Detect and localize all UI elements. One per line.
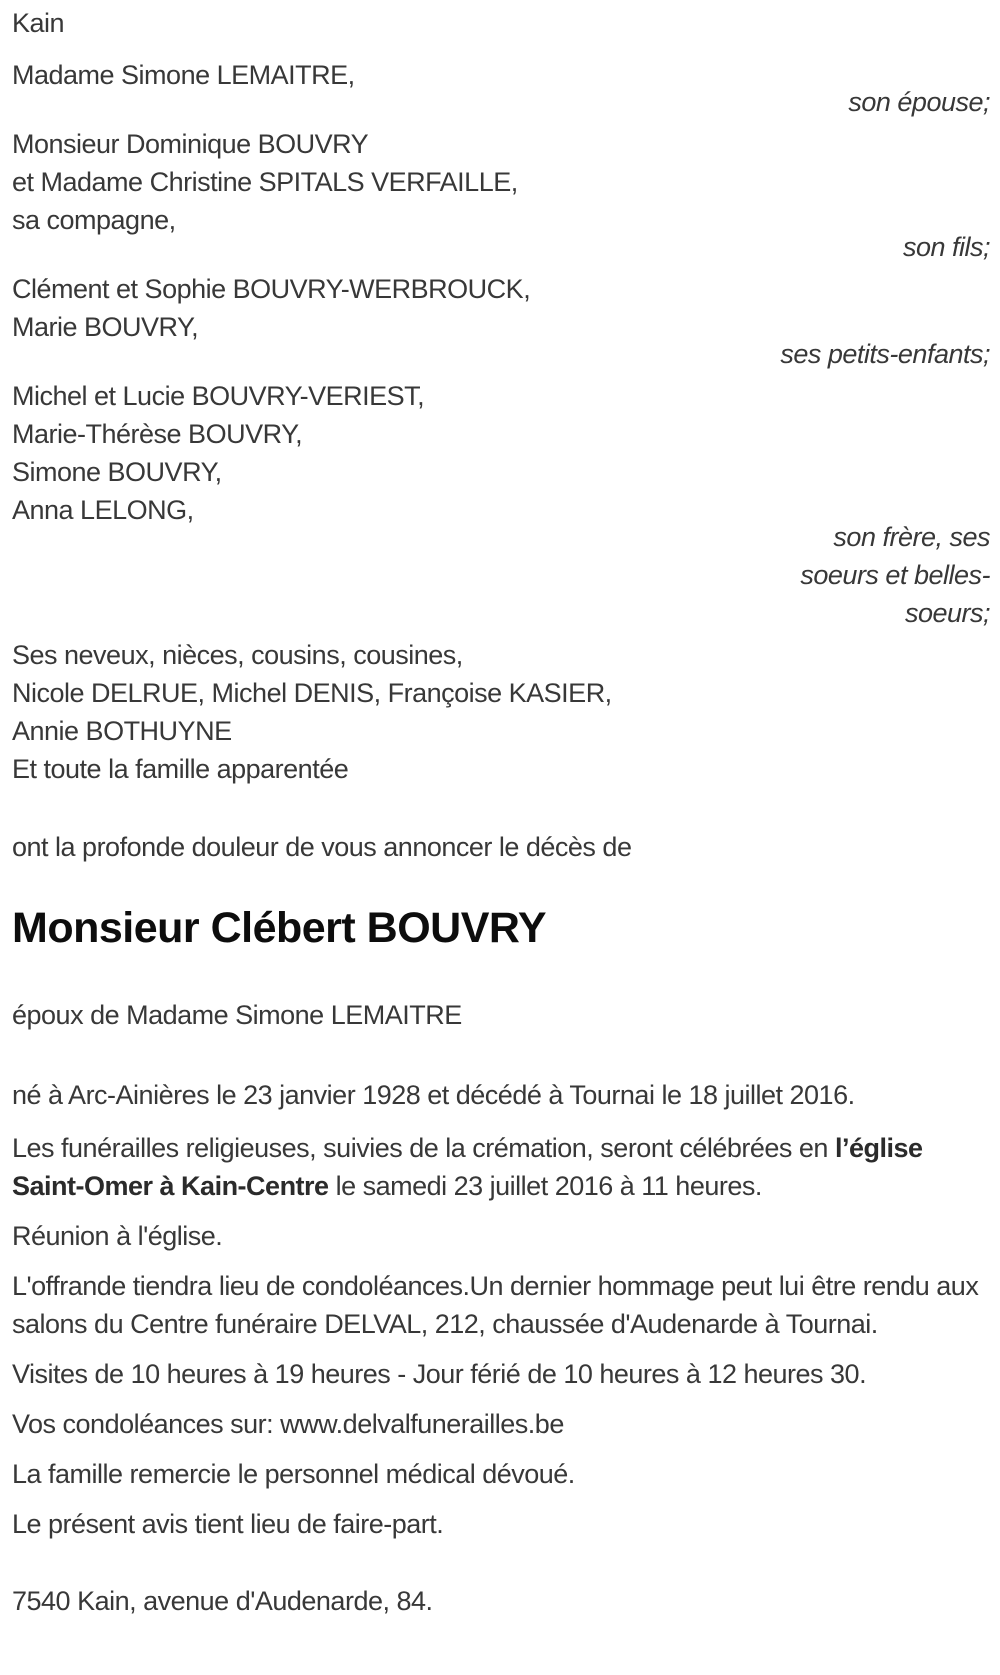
family-group-extended — [12, 636, 990, 788]
meeting-line: Réunion à l'église. — [12, 1221, 223, 1251]
funeral-text-pre: Les funérailles religieuses, suivies de la crémation, seront célébrées en — [12, 1133, 835, 1163]
name-line: et Madame Christine SPITALS VERFAILLE, — [12, 167, 518, 197]
birth-death-line: né à Arc-Ainières le 23 janvier 1928 et décédé à Tournai le 18 juillet 2016. — [12, 1080, 855, 1110]
family-group-grandchildren — [12, 270, 990, 373]
family-group-son — [12, 125, 990, 266]
relation-label — [12, 518, 990, 632]
notice-line: Le présent avis tient lieu de faire-part. — [12, 1509, 444, 1539]
name-line: Madame Simone LEMAITRE, — [12, 60, 355, 90]
name-line: Annie BOTHUYNE — [12, 716, 232, 746]
announcement-intro: ont la profonde douleur de vous annoncer le décès de — [12, 832, 632, 862]
relation-line: son frère, ses — [833, 522, 990, 552]
city-line: Kain — [12, 8, 65, 38]
name-line: Nicole DELRUE, Michel DENIS, Françoise KASIER, — [12, 678, 612, 708]
relation-line: son fils; — [902, 232, 990, 262]
funeral-church-bold: l’église Saint-Omer à Kain-Centre — [12, 1133, 923, 1201]
funeral-text-post: le samedi 23 juillet 2016 à 11 heures. — [328, 1171, 762, 1201]
family-group-spouse — [12, 56, 990, 121]
name-line: Anna LELONG, — [12, 495, 194, 525]
relation-line: soeurs; — [904, 598, 990, 628]
address-line: 7540 Kain, avenue d'Audenarde, 84. — [12, 1586, 433, 1616]
name-line: Marie BOUVRY, — [12, 312, 199, 342]
deceased-name-title: Monsieur Clébert BOUVRY — [12, 904, 547, 952]
relation-line: soeurs et belles- — [800, 560, 990, 590]
name-line: Et toute la famille apparentée — [12, 754, 349, 784]
name-line: Marie-Thérèse BOUVRY, — [12, 419, 303, 449]
tribute-paragraph: L'offrande tiendra lieu de condoléances.Un dernier hommage peut lui être rendu aux salons du Centre funéraire DELVAL, 212, chaussée d'Audenarde à Tournai. — [12, 1271, 979, 1339]
name-line: Simone BOUVRY, — [12, 457, 222, 487]
funeral-paragraph — [12, 1129, 990, 1205]
family-group-siblings — [12, 377, 990, 632]
condolences-line: Vos condoléances sur: www.delvalfunerailles.be — [12, 1409, 564, 1439]
name-line: Clément et Sophie BOUVRY-WERBROUCK, — [12, 274, 531, 304]
name-line: Michel et Lucie BOUVRY-VERIEST, — [12, 381, 425, 411]
spouse-line: époux de Madame Simone LEMAITRE — [12, 1000, 462, 1030]
name-line: sa compagne, — [12, 205, 176, 235]
relation-line: ses petits-enfants; — [780, 339, 990, 369]
name-line: Ses neveux, nièces, cousins, cousines, — [12, 640, 463, 670]
thanks-line: La famille remercie le personnel médical dévoué. — [12, 1459, 575, 1489]
visits-line: Visites de 10 heures à 19 heures - Jour férié de 10 heures à 12 heures 30. — [12, 1359, 867, 1389]
name-line: Monsieur Dominique BOUVRY — [12, 129, 369, 159]
relation-line: son épouse; — [848, 87, 990, 117]
